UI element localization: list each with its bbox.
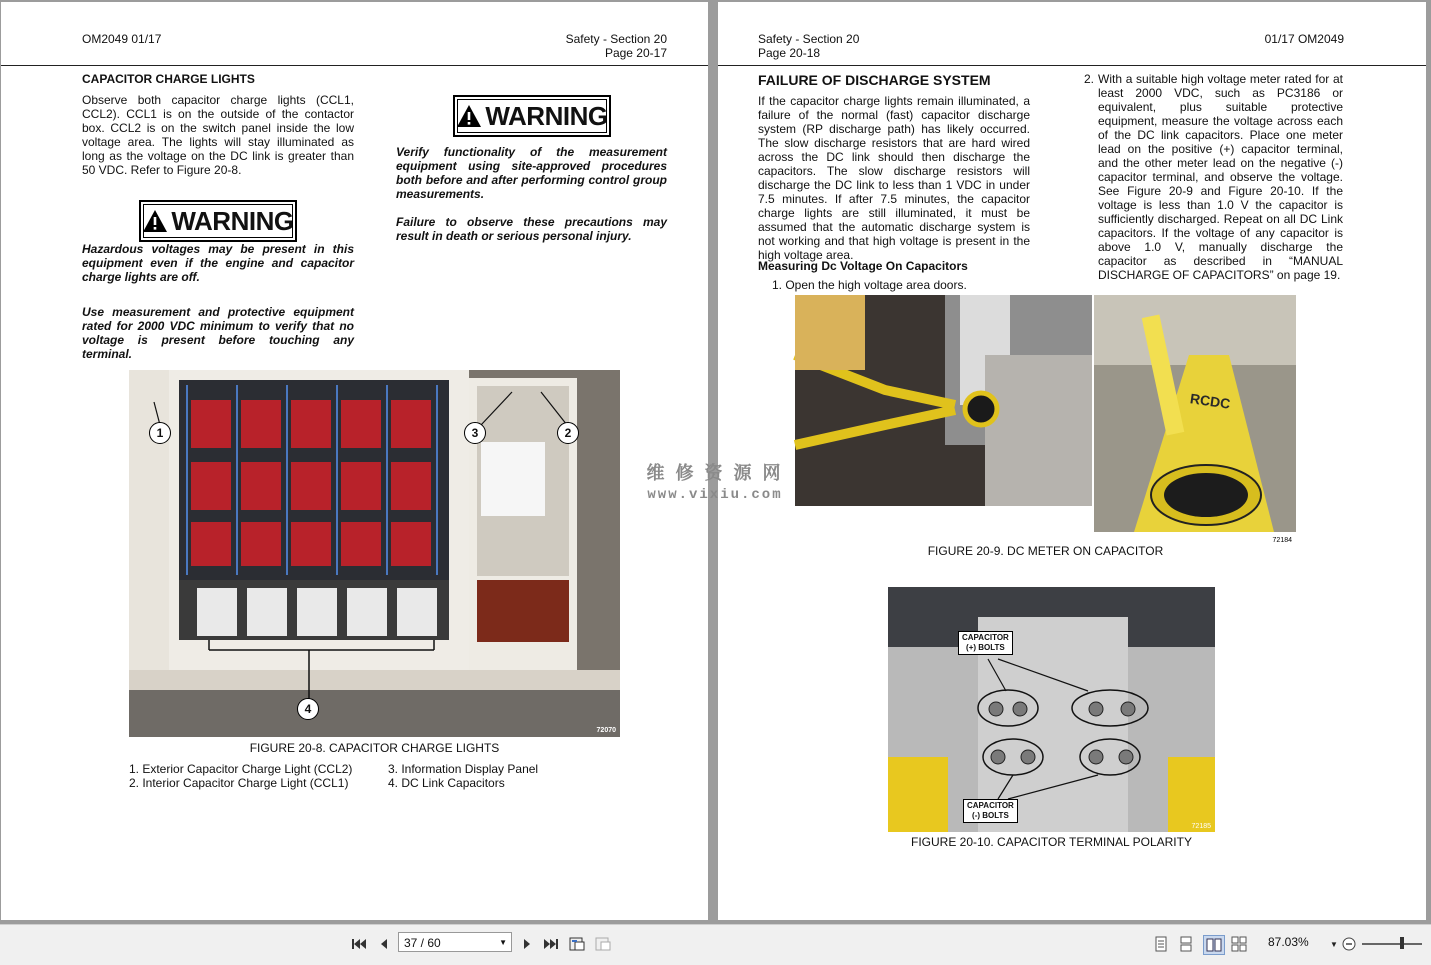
label-line: CAPACITOR <box>967 801 1014 810</box>
chevron-down-icon[interactable]: ▼ <box>499 938 507 947</box>
legend-item: 1. Exterior Capacitor Charge Light (CCL2) <box>129 762 353 776</box>
warning-label: WARNING <box>171 205 294 236</box>
figure-id: 72185 <box>1191 823 1211 830</box>
two-page-continuous-icon[interactable] <box>1230 935 1248 953</box>
figure-20-8-caption: FIGURE 20-8. CAPACITOR CHARGE LIGHTS <box>249 741 500 755</box>
first-page-icon[interactable] <box>350 935 368 953</box>
warning-text-3: Verify functionality of the measurement equipment using site-approved procedures both before and after performing control group measurements. <box>396 145 667 201</box>
figure-20-9-photo-right <box>1094 295 1296 544</box>
warning-text-2: Use measurement and protective equipment rated for 2000 VDC minimum to verify that no voltage is present before touching any terminal. <box>82 305 354 361</box>
figure-20-8-photo <box>129 370 620 737</box>
legend-item: 3. Information Display Panel <box>388 762 539 776</box>
two-page-view-icon[interactable] <box>1203 935 1225 955</box>
figure-20-10-photo <box>888 587 1215 832</box>
callout-3: 3 <box>464 422 486 444</box>
label-negative-bolts <box>963 799 1018 823</box>
callout-4: 4 <box>297 698 319 720</box>
watermark <box>645 462 785 506</box>
header-section-title: Safety - Section 20 <box>565 32 667 46</box>
legend-item: 2. Interior Capacitor Charge Light (CCL1) <box>129 776 349 790</box>
figure-id: 72070 <box>596 727 616 734</box>
section-title: FAILURE OF DISCHARGE SYSTEM <box>758 72 991 88</box>
legend-item: 4. DC Link Capacitors <box>388 776 505 790</box>
single-page-view-icon[interactable] <box>1152 935 1170 953</box>
dc-meter-illustration <box>1094 295 1296 532</box>
header-doc-id: OM2049 01/17 <box>82 32 162 46</box>
page-20-18 <box>718 2 1426 920</box>
warning-text-4: Failure to observe these precautions may result in death or serious personal injury. <box>396 215 667 243</box>
subsection-title: Measuring Dc Voltage On Capacitors <box>758 259 968 273</box>
callout-2: 2 <box>557 422 579 444</box>
figure-20-9-caption: FIGURE 20-9. DC METER ON CAPACITOR <box>927 544 1164 558</box>
figure-20-10-caption: FIGURE 20-10. CAPACITOR TERMINAL POLARITY <box>911 835 1192 849</box>
step-2-text: With a suitable high voltage meter rated for at least 2000 VDC, such as PC3186 or equivalent, plus suitable protective equipment, measure the voltage across each of the DC link capacitors. Place one meter lead on the positive (+) capacitor terminal, and the other meter lead on the negative (-) capacitor terminal, and observe the voltage. See Figure 20-9 and Figure 20-10. If the voltage is less than 1.0 V the capacitor is sufficiently discharged. Repeat on all DC Link capacitors. If the voltage of any capacitor is above 1.0 V, manually discharge the capacitor as described in “MANUAL DISCHARGE OF CAPACITORS” on page 19. <box>1098 72 1343 282</box>
label-line: (-) BOLTS <box>972 811 1009 820</box>
watermark-line-1: 维 修 资 源 网 <box>646 463 784 483</box>
callout-1: 1 <box>149 422 171 444</box>
warning-label: WARNING <box>485 100 608 131</box>
page-indicator: 37 / 60 <box>404 936 441 950</box>
page-number-input[interactable] <box>398 932 512 952</box>
label-line: (+) BOLTS <box>966 643 1005 652</box>
zoom-slider-handle[interactable] <box>1400 937 1404 949</box>
failure-paragraph: If the capacitor charge lights remain illuminated, a failure of the normal (fast) capacitor discharge system (RP discharge path) has likely occurred. The slow discharge resistors that are hard wired across the DC link should then discharge the capacitors. The slow discharge resistors will discharge the DC link to less than 1 VDC in under 7.5 minutes. If after 7.5 minutes, the capacitor charge lights are still illuminated, it must be assumed that the automatic discharge system is not working and that high voltage is present in the high voltage area. <box>758 94 1030 262</box>
legend-column-2 <box>388 762 538 790</box>
watermark-line-2: www.vixiu.com <box>647 487 783 503</box>
header-doc-id: 01/17 OM2049 <box>1264 32 1344 46</box>
zoom-level[interactable]: 87.03% <box>1268 935 1309 949</box>
figure-id: 72184 <box>1272 537 1292 544</box>
header-rule <box>718 65 1426 66</box>
legend-column-1 <box>129 762 352 790</box>
warning-banner-1 <box>139 200 297 242</box>
last-page-icon[interactable] <box>542 935 560 953</box>
header-section-title: Safety - Section 20 <box>758 32 860 46</box>
capacitor-terminals-illustration <box>888 587 1215 832</box>
meter-brand-label: RCDC <box>1189 390 1232 412</box>
zoom-out-icon[interactable] <box>1340 935 1358 953</box>
header-section <box>758 32 859 60</box>
figure-20-9-photo-left <box>795 295 1092 506</box>
intro-paragraph: Observe both capacitor charge lights (CCL1, CCL2). CCL1 is on the outside of the contactor box. CCL2 is on the switch panel inside the low voltage area. The lights will stay illuminated as long as the voltage on the DC link is greater than 50 VDC. Refer to Figure 20-8. <box>82 93 354 177</box>
header-page-number: Page 20-18 <box>758 46 821 60</box>
zoom-slider-track[interactable] <box>1362 943 1422 945</box>
zoom-dropdown-icon[interactable]: ▼ <box>1330 939 1338 949</box>
warning-text-1: Hazardous voltages may be present in this equipment even if the engine and capacitor charge lights are off. <box>82 242 354 284</box>
previous-page-icon[interactable] <box>375 935 393 953</box>
header-section <box>566 32 667 60</box>
next-page-icon[interactable] <box>518 935 536 953</box>
header-page-number: Page 20-17 <box>604 46 667 60</box>
step-1: 1. Open the high voltage area doors. <box>772 278 967 292</box>
go-forward-icon[interactable] <box>594 935 612 953</box>
step-2-number: 2. <box>1084 72 1095 86</box>
capacitor-cabinet-illustration <box>129 370 620 737</box>
header-rule <box>1 65 708 66</box>
label-positive-bolts <box>958 631 1013 655</box>
go-back-icon[interactable] <box>568 935 586 953</box>
meter-leads-illustration <box>795 295 1092 506</box>
label-line: CAPACITOR <box>962 633 1009 642</box>
continuous-view-icon[interactable] <box>1177 935 1195 953</box>
page-20-17 <box>1 2 708 920</box>
section-title: CAPACITOR CHARGE LIGHTS <box>82 72 255 86</box>
warning-banner-2 <box>453 95 611 137</box>
bottom-toolbar <box>0 924 1431 965</box>
